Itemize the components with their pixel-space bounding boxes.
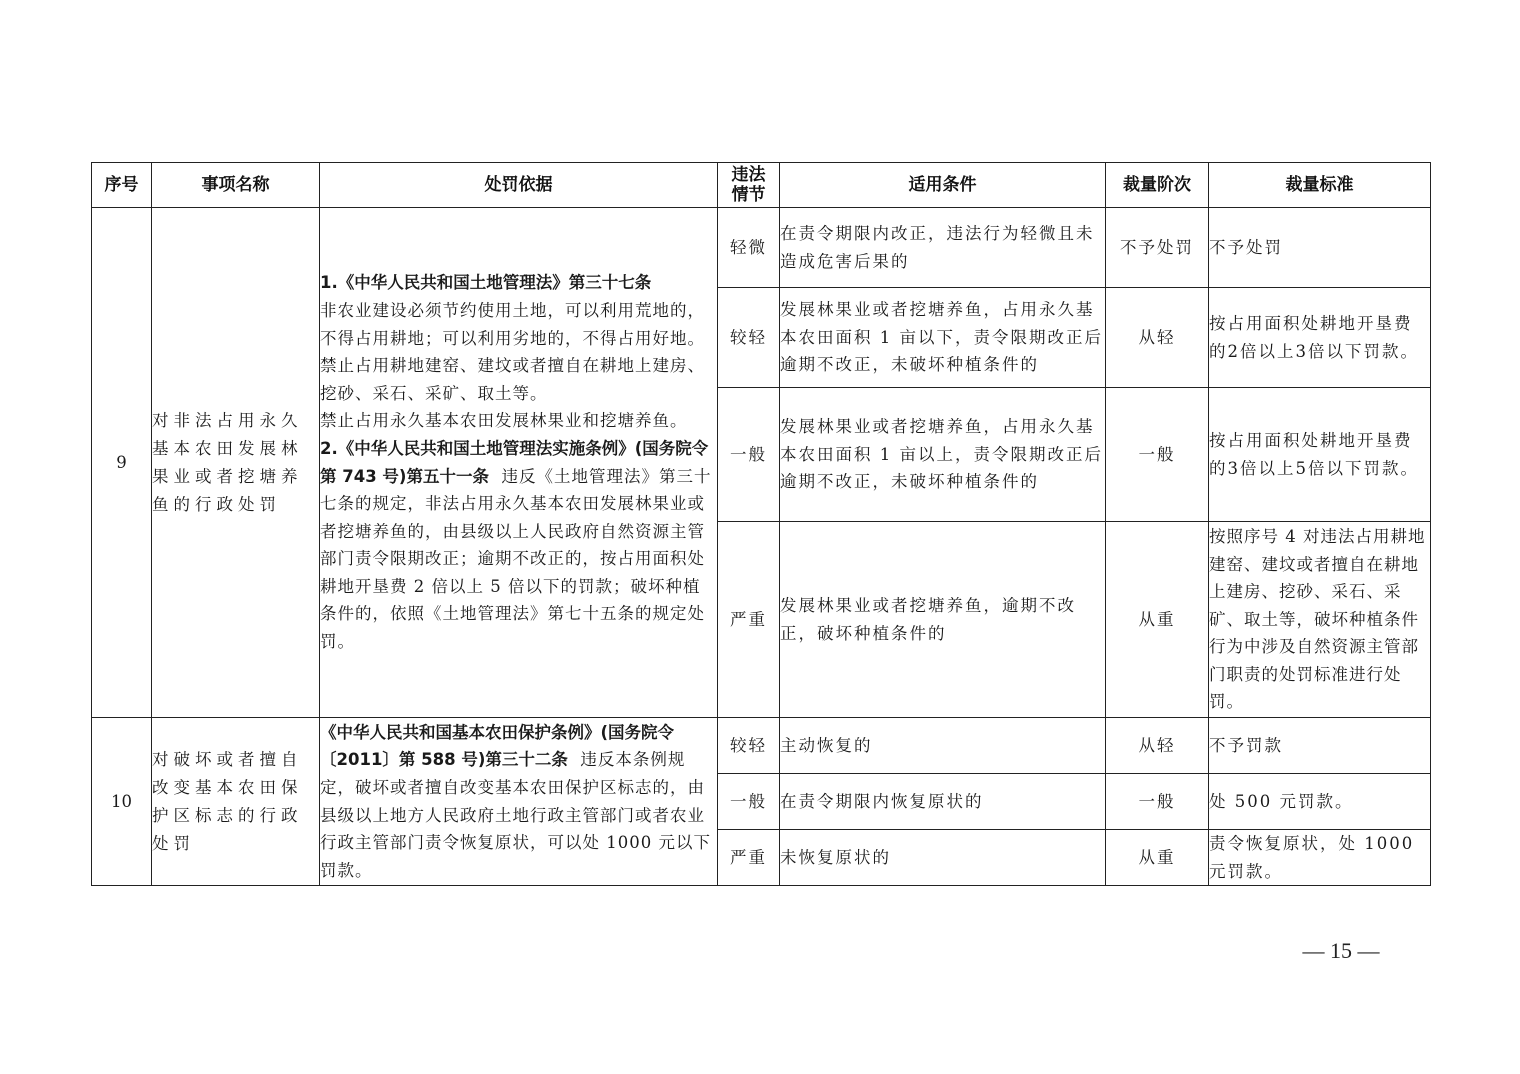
header-severity: 违法情节: [718, 163, 780, 208]
row10-seq: 10: [92, 718, 152, 886]
row9-condition-3: 发展林果业或者挖塘养鱼，占用永久基本农田面积 1 亩以上，责令限期改正后逾期不改正，未破坏种植条件的: [780, 388, 1106, 522]
row10-severity-1: 较轻: [718, 718, 780, 774]
row9-tier-4: 从重: [1106, 522, 1209, 718]
row10-condition-3: 未恢复原状的: [780, 830, 1106, 886]
row10-law-title: 《中华人民共和国基本农田保护条例》(国务院令〔2011〕第 588 号)第三十二条: [320, 722, 675, 770]
row9-condition-4: 发展林果业或者挖塘养鱼，逾期不改正，破坏种植条件的: [780, 522, 1106, 718]
header-condition: 适用条件: [780, 163, 1106, 208]
penalty-discretion-table: [91, 162, 1431, 886]
row9-severity-3: 一般: [718, 388, 780, 522]
header-tier: 裁量阶次: [1106, 163, 1209, 208]
row9-tier-1: 不予处罚: [1106, 208, 1209, 288]
row10-severity-2: 一般: [718, 774, 780, 830]
row9-tier-3: 一般: [1106, 388, 1209, 522]
row10-severity-3: 严重: [718, 830, 780, 886]
row9-standard-4: 按照序号 4 对违法占用耕地建窑、建坟或者擅自在耕地上建房、挖砂、采石、采矿、取土等，破坏种植条件行为中涉及自然资源主管部门职责的处罚标准进行处罚。: [1209, 522, 1431, 718]
page-number: — 15 —: [1302, 938, 1380, 963]
row9-law1-text3: 禁止占用永久基本农田发展林果业和挖塘养鱼。: [320, 411, 688, 431]
row9-law1-text2: 禁止占用耕地建窑、建坟或者擅自在耕地上建房、挖砂、采石、采矿、取土等。: [320, 356, 705, 403]
row9-law1-text1: 非农业建设必须节约使用土地，可以利用荒地的，不得占用耕地；可以利用劣地的，不得占用好地。: [320, 300, 705, 348]
row9-standard-1: 不予处罚: [1209, 208, 1431, 288]
header-seq: 序号: [92, 163, 152, 208]
row9-standard-2: 按占用面积处耕地开垦费的2倍以上3倍以下罚款。: [1209, 288, 1431, 388]
row9-severity-2: 较轻: [718, 288, 780, 388]
row10-tier-3: 从重: [1106, 830, 1209, 886]
row10-basis: [320, 718, 718, 886]
row10-standard-1: 不予罚款: [1209, 718, 1431, 774]
row10-item-name: 对破坏或者擅自改变基本农田保护区标志的行政处罚: [152, 718, 320, 886]
row10-law-text: 违反本条例规定，破坏或者擅自改变基本农田保护区标志的，由县级以上地方人民政府土地行政主管部门或者农业行政主管部门责令恢复原状，可以处 1000 元以下罚款。: [320, 750, 711, 880]
row9-condition-1: 在责令期限内改正，违法行为轻微且未造成危害后果的: [780, 208, 1106, 288]
header-standard: 裁量标准: [1209, 163, 1431, 208]
row10-condition-1: 主动恢复的: [780, 718, 1106, 774]
row9-severity-1: 轻微: [718, 208, 780, 288]
row10-condition-2: 在责令期限内恢复原状的: [780, 774, 1106, 830]
row9-law2-text: 违反《土地管理法》第三十七条的规定，非法占用永久基本农田发展林果业或者挖塘养鱼的，由县级以上人民政府自然资源主管部门责令限期改正；逾期不改正的，按占用面积处耕地开垦费 2 倍以上 5 倍以下的罚款；破坏种植条件的，依照《土地管理法》第七十五条的规定处罚。: [320, 466, 712, 652]
row9-standard-3: 按占用面积处耕地开垦费的3倍以上5倍以下罚款。: [1209, 388, 1431, 522]
row9-basis: [320, 208, 718, 718]
row10-tier-2: 一般: [1106, 774, 1209, 830]
header-name: 事项名称: [152, 163, 320, 208]
row10-standard-2: 处 500 元罚款。: [1209, 774, 1431, 830]
table-row: [92, 208, 1431, 288]
row9-tier-2: 从轻: [1106, 288, 1209, 388]
table-row: [92, 718, 1431, 774]
row9-condition-2: 发展林果业或者挖塘养鱼，占用永久基本农田面积 1 亩以下，责令限期改正后逾期不改正，未破坏种植条件的: [780, 288, 1106, 388]
row9-severity-4: 严重: [718, 522, 780, 718]
table-header-row: [92, 163, 1431, 208]
row9-item-name: 对非法占用永久基本农田发展林果业或者挖塘养鱼的行政处罚: [152, 208, 320, 718]
row10-standard-3: 责令恢复原状，处 1000 元罚款。: [1209, 830, 1431, 886]
row9-seq: 9: [92, 208, 152, 718]
row9-law1-title: 1.《中华人民共和国土地管理法》第三十七条: [320, 273, 652, 293]
row10-tier-1: 从轻: [1106, 718, 1209, 774]
header-basis: 处罚依据: [320, 163, 718, 208]
row9-law2-title: 2.《中华人民共和国土地管理法实施条例》(国务院令第 743 号)第五十一条: [320, 438, 709, 486]
